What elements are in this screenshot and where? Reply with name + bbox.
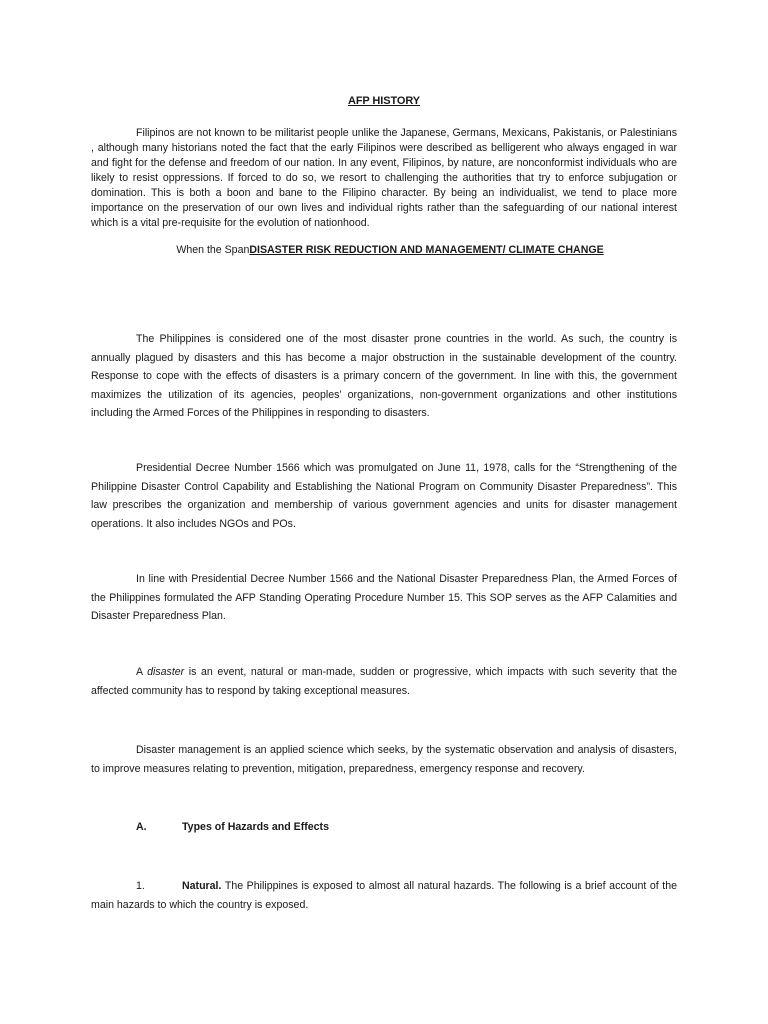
item-label: Natural. xyxy=(182,880,222,892)
intro-paragraph xyxy=(91,126,677,231)
paragraph-philippines xyxy=(91,330,677,423)
paragraph-management-text: Disaster management is an applied science which seeks, by the systematic observation and analysis of disasters, to improve measures relating to prevention, mitigation, preparedness, emergency response and recovery. xyxy=(91,744,677,775)
span-lead-text: When the Span xyxy=(176,244,250,256)
section-letter: A. xyxy=(136,821,147,833)
definition-rest: is an event, natural or man-made, sudden or progressive, which impacts with such severity that the affected community has to respond by taking exceptional measures. xyxy=(91,666,678,697)
paragraph-management xyxy=(91,741,677,778)
section-heading-drrm: DISASTER RISK REDUCTION AND MANAGEMENT/ CLIMATE CHANGE xyxy=(249,244,604,256)
paragraph-pd1566 xyxy=(91,459,677,533)
paragraph-pd1566-text: Presidential Decree Number 1566 which was promulgated on June 11, 1978, calls for the “Strengthening of the Philippine Disaster Control Capability and Establishing the National Program on Community Disaster Preparedness”. This law prescribes the organization and membership of various government agencies and units for disaster management operations. It also includes NGOs and POs. xyxy=(91,462,677,530)
section-a-heading xyxy=(136,820,329,835)
definition-term: disaster xyxy=(147,666,185,678)
span-heading-line xyxy=(0,243,768,258)
intro-text: Filipinos are not known to be militarist people unlike the Japanese, Germans, Mexicans, Pakistanis, or Palestinians , although many historians noted the fact that the early Filipinos were described as belligerent who always engaged in war and fight for the defense and freedom of our nation. In any event, Filipinos, by nature, are nonconformist individuals who are likely to resist oppressions. If forced to do so, we resort to challenging the authorities that try to enforce subjugation or domination. This is both a boon and bane to the Filipino character. By being an individualist, we tend to place more importance on the preservation of our own lives and individual rights rather than the safeguarding of our national interest which is a vital pre-requisite for the evolution of nationhood. xyxy=(91,127,677,229)
item-natural xyxy=(91,877,677,914)
item-text: The Philippines is exposed to almost all natural hazards. The following is a brief account of the main hazards to which the country is exposed. xyxy=(91,880,677,911)
paragraph-philippines-text: The Philippines is considered one of the most disaster prone countries in the world. As such, the country is annually plagued by disasters and this has become a major obstruction in the sustainable development of the country. Response to cope with the effects of disasters is a primary concern of the government. In line with this, the government maximizes the utilization of its agencies, peoples’ organizations, non-government organizations and other institutions including the Armed Forces of the Philippines in responding to disasters. xyxy=(91,333,677,420)
paragraph-sop-text: In line with Presidential Decree Number 1566 and the National Disaster Preparedness Plan, the Armed Forces of the Philippines formulated the AFP Standing Operating Procedure Number 15. This SOP serves as the AFP Calamities and Disaster Preparedness Plan. xyxy=(91,573,677,623)
paragraph-definition xyxy=(91,663,677,700)
document-title: AFP HISTORY xyxy=(347,95,421,107)
section-title: Types of Hazards and Effects xyxy=(182,821,329,833)
item-number: 1. xyxy=(136,880,145,892)
definition-prefix: A xyxy=(136,666,143,678)
paragraph-sop xyxy=(91,570,677,626)
